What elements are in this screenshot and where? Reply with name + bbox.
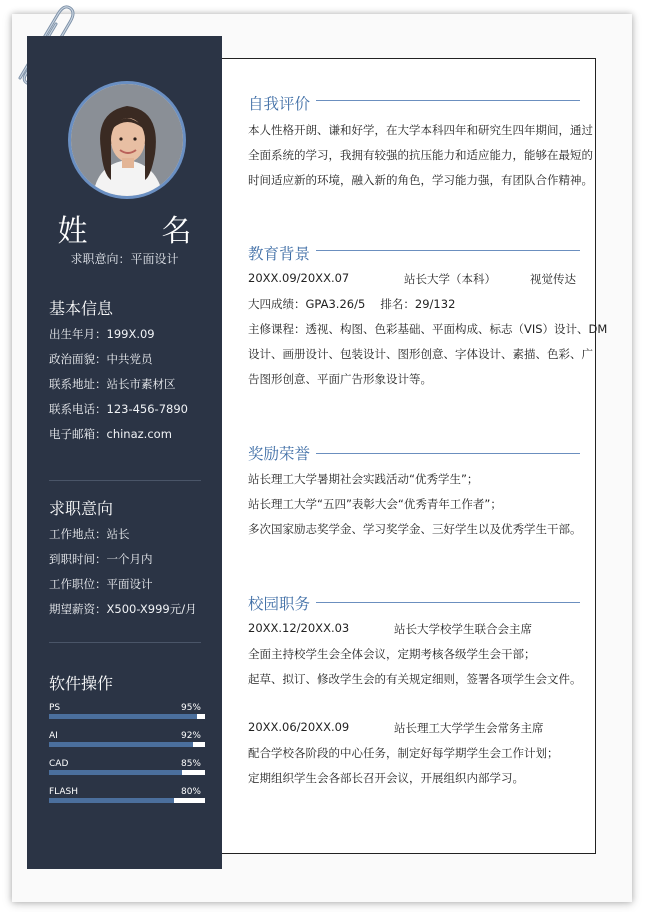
- portrait-photo: [71, 84, 183, 196]
- section-title-self: 自我评价: [248, 95, 311, 113]
- job-intent-line: 到职时间：一个月内: [49, 552, 153, 566]
- job-intent: 求职意向：平面设计: [70, 252, 179, 266]
- campus-job-line: 定期组织学生会各部长召开会议，开展组织内部学习。: [248, 771, 524, 785]
- skill-percent: 80%: [180, 787, 201, 797]
- campus-job-role: 站长理工大学学生会常务主席: [394, 721, 544, 735]
- skill-name: CAD: [49, 759, 69, 769]
- section-rule: [316, 453, 580, 454]
- skill-name: PS: [49, 703, 61, 713]
- sidebar: [27, 36, 222, 869]
- divider: [49, 642, 201, 643]
- edu-line: 设计、画册设计、包装设计、图形创意、字体设计、素描、色彩、广: [248, 347, 593, 361]
- skill-bar: [49, 770, 205, 775]
- skill-name: AI: [49, 731, 58, 741]
- campus-job-line: 全面主持校学生会全体会议，定期考核各级学生会干部；: [248, 647, 536, 661]
- edu-date: 20XX.09/20XX.07: [248, 271, 350, 285]
- skill-percent: 92%: [180, 731, 201, 741]
- skill-name: FLASH: [49, 787, 79, 797]
- skill-bar: [49, 798, 205, 803]
- skill-bar-fill: [49, 742, 193, 747]
- skill-bar: [49, 714, 205, 719]
- job-intent-line: 工作职位：平面设计: [49, 577, 153, 591]
- section-rule: [316, 250, 580, 251]
- self-eval-line: 时间适应新的环境，融入新的角色，学习能力强，有团队合作精神。: [248, 173, 593, 187]
- campus-job-line: 配合学校各阶段的中心任务，制定好每学期学生会工作计划；: [248, 746, 559, 760]
- skill-bar-fill: [49, 770, 182, 775]
- edu-line: 告图形创意、平面广告形象设计等。: [248, 372, 432, 386]
- basic-info-line: 电子邮箱：chinaz.com: [49, 427, 172, 441]
- award-line: 站长理工大学暑期社会实践活动“优秀学生”；: [248, 472, 479, 486]
- divider: [49, 480, 201, 481]
- section-title-campus: 校园职务: [248, 595, 311, 613]
- self-eval-line: 全面系统的学习，我拥有较强的抗压能力和适应能力，能够在最短的: [248, 148, 593, 162]
- section-title-awards: 奖励荣誉: [248, 445, 311, 463]
- basic-info-line: 政治面貌：中共党员: [49, 352, 153, 366]
- edu-school: 站长大学（本科）: [404, 272, 496, 286]
- edu-line: 大四成绩：GPA3.26/5 排名：29/132: [248, 297, 456, 311]
- edu-major: 视觉传达: [530, 272, 576, 286]
- award-line: 站长理工大学“五四”表彰大会“优秀青年工作者”；: [248, 497, 502, 511]
- basic-info-title: 基本信息: [49, 299, 114, 318]
- section-title-education: 教育背景: [248, 245, 311, 263]
- edu-line: 主修课程：透视、构图、色彩基础、平面构成、标志（VIS）设计、DM: [248, 322, 608, 336]
- candidate-name: 姓 名: [57, 214, 214, 249]
- skill-bar-fill: [49, 714, 197, 719]
- job-intent-line: 期望薪资：X500-X999元/月: [49, 602, 197, 616]
- skill-bar: [49, 742, 205, 747]
- skills-title: 软件操作: [49, 674, 114, 693]
- campus-job-date: 20XX.12/20XX.03: [248, 621, 350, 635]
- award-line: 多次国家励志奖学金、学习奖学金、三好学生以及优秀学生干部。: [248, 522, 582, 536]
- section-rule: [316, 602, 580, 603]
- campus-job-role: 站长大学校学生联合会主席: [394, 622, 532, 636]
- job-intent-line: 工作地点：站长: [49, 527, 130, 541]
- avatar: [68, 81, 186, 199]
- campus-job-line: 起草、拟订、修改学生会的有关规定细则，签署各项学生会文件。: [248, 672, 582, 686]
- section-rule: [316, 100, 580, 101]
- self-eval-line: 本人性格开朗、谦和好学，在大学本科四年和研究生四年期间，通过: [248, 123, 593, 137]
- skill-bar-fill: [49, 798, 174, 803]
- campus-job-date: 20XX.06/20XX.09: [248, 720, 350, 734]
- basic-info-line: 联系地址：站长市素材区: [49, 377, 176, 391]
- skill-percent: 85%: [180, 759, 201, 769]
- skill-percent: 95%: [180, 703, 201, 713]
- basic-info-line: 联系电话：123-456-7890: [49, 402, 188, 416]
- job-intent-title: 求职意向: [49, 499, 114, 518]
- basic-info-line: 出生年月：199X.09: [49, 327, 155, 341]
